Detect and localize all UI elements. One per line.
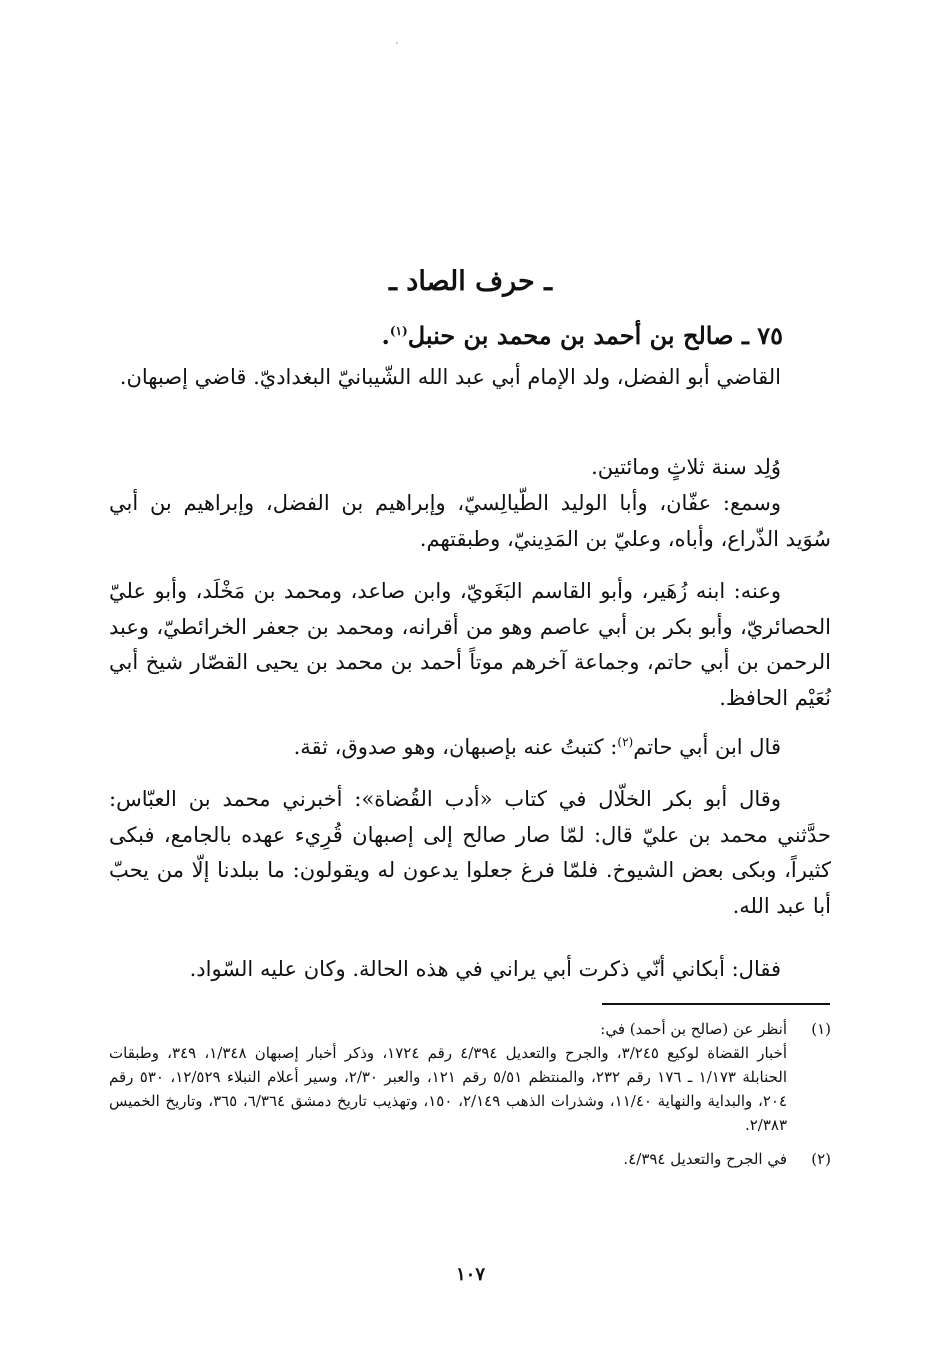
footnote-1-number: (١)	[811, 1020, 831, 1038]
paragraph-last-text: فقال: أبكاني أنّي ذكرت أبي يراني في هذه الحالة. وكان عليه السّواد.	[189, 957, 781, 981]
paragraph-last	[109, 952, 831, 988]
footnote-2	[109, 1147, 831, 1171]
footnote-2-body	[109, 1147, 787, 1171]
paper-speck	[396, 42, 398, 44]
paragraph-birth	[109, 450, 831, 486]
page-number: ١٠٧	[455, 1264, 485, 1285]
footnote-2-text: في الجرح والتعديل ٤/٣٩٤.	[623, 1150, 787, 1168]
footnote-ref-1[interactable]: (١)	[389, 324, 408, 338]
footnote-2-number: (٢)	[811, 1150, 831, 1168]
entry-number: ٧٥	[757, 321, 783, 350]
footnote-separator	[602, 1003, 830, 1005]
paragraph-narrators-text: وعنه: ابنه زُهَير، وأبو القاسم البَغَويّ، وابن صاعد، ومحمد بن مَخْلَد، وأبو عليّ الحصائريّ، وأبو بكر بن أبي عاصم وهو من أقرانه، ومحمد بن جعفر الخرائطيّ، وعبد الرحمن بن أبي حاتم، وجماعة آخرهم موتاً أحمد بن محمد بن يحيى القصّار شيخ أبي نُعَيْم الحافظ.	[109, 579, 831, 710]
paragraph-intro	[109, 360, 831, 396]
paragraph-abi-hatim	[109, 730, 831, 766]
paragraph-abi-hatim-text	[109, 730, 831, 766]
abi-hatim-quote: : كتبتُ عنه بإصبهان، وهو صدوق، ثقة.	[293, 735, 618, 759]
abi-hatim-lead: قال ابن أبي حاتم	[633, 735, 781, 759]
entry-end: .	[381, 321, 390, 350]
paragraph-khallal	[109, 782, 831, 924]
paragraph-heard	[109, 486, 831, 557]
footnote-1-sources: أخبار القضاة لوكيع ٣/٢٤٥، والجرح والتعديل ٤/٣٩٤ رقم ١٧٢٤، وذكر أخبار إصبهان ١/٣٤٨، ٣٤٩، وطبقات الحنابلة ١/١٧٣ ـ ١٧٦ رقم ٢٣٢، والمنتظم ٥/٥١ رقم ١٢١، والعبر ٢/٣٠، وسير أعلام النبلاء ١٢/٥٢٩، ٥٣٠ رقم ٢٠٤، والبداية والنهاية ١١/٤٠، وشذرات الذهب ٢/١٤٩، ١٥٠، وتهذيب تاريخ دمشق ٦/٣٦٤، ٣٦٥، وتاريخ الخميس ٢/٣٨٣.	[109, 1044, 788, 1134]
footnote-1-intro: أنظر عن (صالح بن أحمد) في:	[600, 1020, 787, 1038]
entry-name: صالح بن أحمد بن محمد بن حنبل	[407, 321, 734, 350]
paragraph-birth-text: وُلِد سنة ثلاثٍ ومائتين.	[591, 455, 781, 479]
footnote-1-body	[109, 1017, 787, 1137]
entry-title	[382, 316, 784, 356]
footnote-ref-2[interactable]: (٢)	[617, 735, 634, 749]
paragraph-khallal-text: وقال أبو بكر الخلّال في كتاب «أدب القُضاة»: أخبرني محمد بن العبّاس: حدَّثني محمد بن عليّ قال: لمّا صار صالح إلى إصبهان قُرِيء عهده بالجامع، فبكى كثيراً، وبكى بعض الشيوخ. فلمّا فرغ جعلوا يدعون له ويقولون: ما ببلدنا إلّا من يحبّ أبا عبد الله.	[109, 787, 831, 918]
paragraph-intro-text: القاضي أبو الفضل، ولد الإمام أبي عبد الله الشّيبانيّ البغداديّ. قاضي إصبهان.	[119, 365, 781, 389]
entry-separator: ـ	[741, 321, 749, 350]
paragraph-heard-text: وسمع: عفّان، وأبا الوليد الطّيالِسيّ، وإبراهيم بن الفضل، وإبراهيم بن أبي سُوَيد الذّراع، وأباه، وعليّ بن المَدِينيّ، وطبقتهم.	[109, 491, 831, 551]
section-heading: ـ حرف الصاد ـ	[389, 266, 552, 297]
footnotes	[109, 1017, 831, 1181]
paragraph-narrators	[109, 574, 831, 716]
footnote-1	[109, 1017, 831, 1137]
